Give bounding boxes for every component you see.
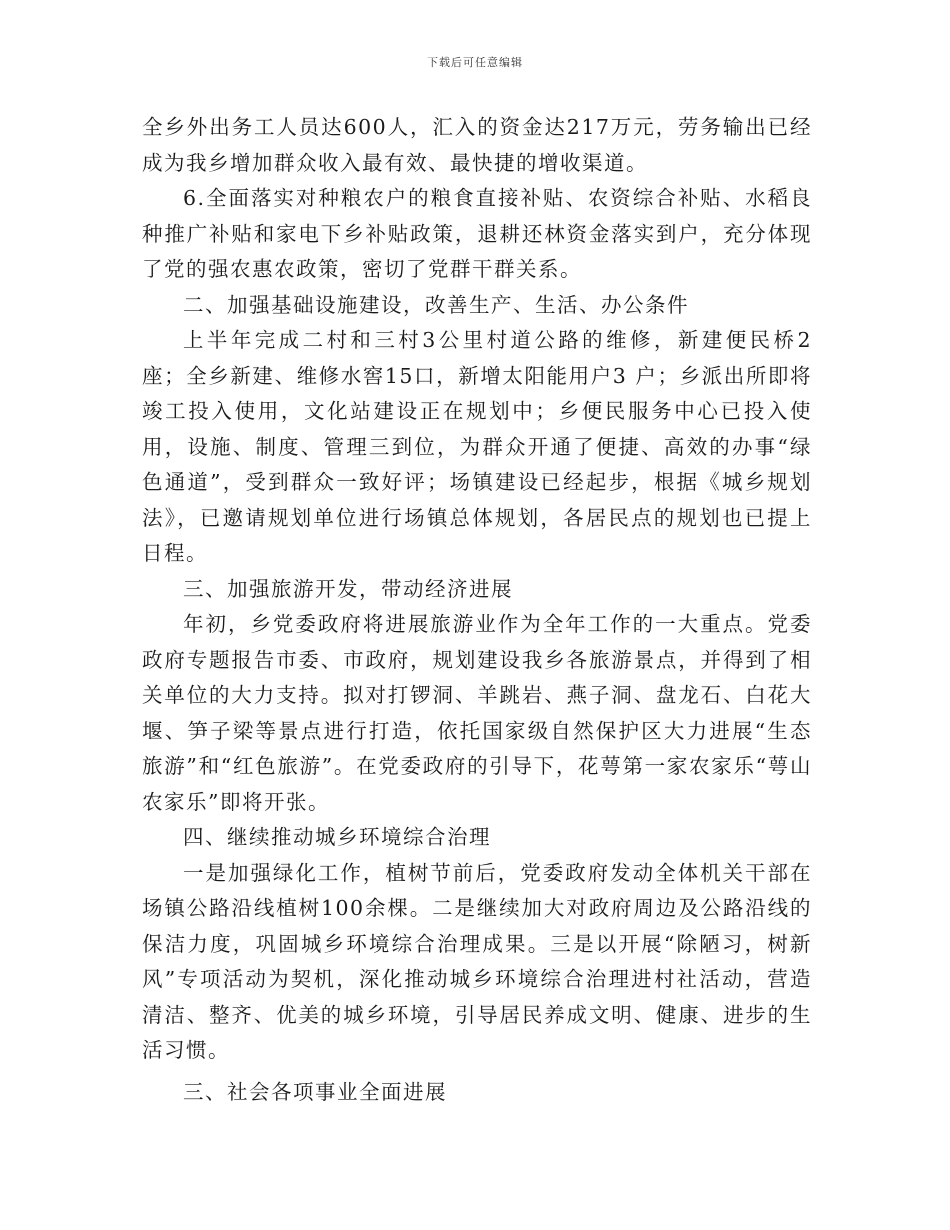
document-body <box>142 110 812 1110</box>
paragraph-infrastructure: 上半年完成二村和三村3公里村道公路的维修，新建便民桥2 座；全乡新建、维修水窖15口，新增太阳能用户3 户；乡派出所即将竣工投入使用，文化站建设正在规划中；乡便民服务中心已投入使用，设施、制度、管理三到位，为群众开通了便捷、高效的办事“绿色通道”，受到群众一致好评；场镇建设已经起步，根据《城乡规划法》，已邀请规划单位进行场镇总体规划，各居民点的规划也已提上日程。 <box>142 328 812 565</box>
section-heading-social-affairs: 三、社会各项事业全面进展 <box>183 1079 447 1104</box>
paragraph-tourism: 年初，乡党委政府将进展旅游业作为全年工作的一大重点。党委政府专题报告市委、市政府，规划建设我乡各旅游景点，并得到了相关单位的大力支持。拟对打锣洞、羊跳岩、燕子洞、盘龙石、白花大堰、笋子梁等景点进行打造，依托国家级自然保护区大力进展“生态旅游”和“红色旅游”。在党委政府的引导下，花萼第一家农家乐“萼山农家乐”即将开张。 <box>142 612 812 814</box>
paragraph-subsidy-policy: 6.全面落实对种粮农户的粮食直接补贴、农资综合补贴、水稻良种推广补贴和家电下乡补贴政策，退耕还林资金落实到户，充分体现了党的强农惠农政策，密切了党群干群关系。 <box>142 186 812 281</box>
section-heading-environment: 四、继续推动城乡环境综合治理 <box>183 825 491 849</box>
page-header-note: 下载后可任意编辑 <box>427 56 523 69</box>
paragraph-labor-export: 全乡外出务工人员达600人，汇入的资金达217万元，劳务输出已经成为我乡增加群众收入最有效、最快捷的增收渠道。 <box>142 115 812 175</box>
section-heading-infrastructure: 二、加强基础设施建设，改善生产、生活、办公条件 <box>183 292 689 317</box>
section-heading-tourism: 三、加强旅游开发，带动经济进展 <box>183 576 513 601</box>
paragraph-environment: 一是加强绿化工作，植树节前后，党委政府发动全体机关干部在场镇公路沿线植树100余棵。二是继续加大对政府周边及公路沿线的保洁力度，巩固城乡环境综合治理成果。三是以开展“除陋习，树新风”专项活动为契机，深化推动城乡环境综合治理进村社活动，营造清洁、整齐、优美的城乡环境，引导居民养成文明、健康、进步的生活习惯。 <box>142 860 812 1062</box>
